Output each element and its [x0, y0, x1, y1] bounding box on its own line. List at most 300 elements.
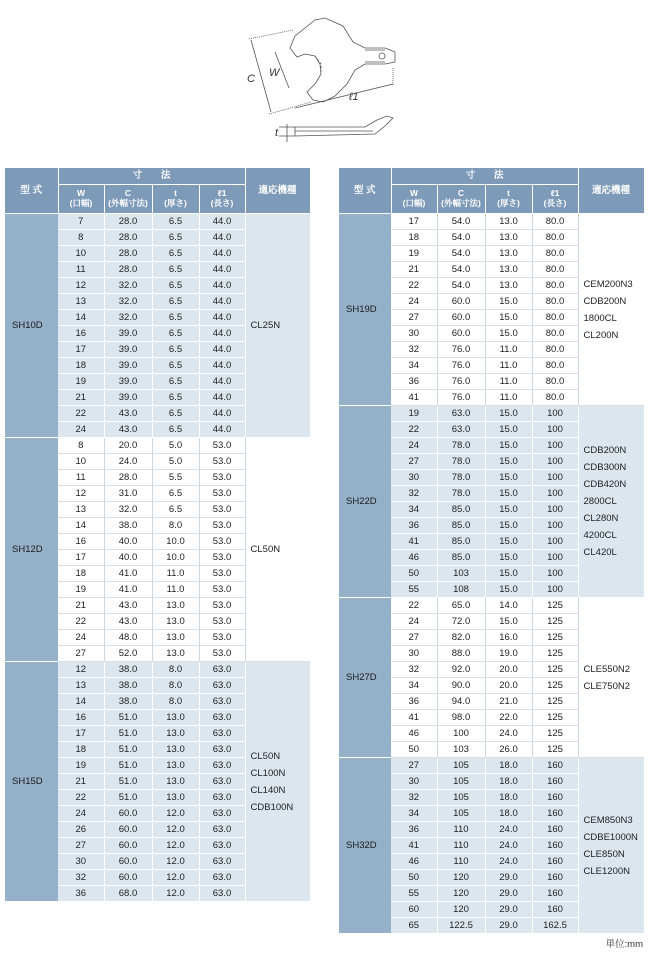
- t-cell: 13.0: [485, 230, 532, 246]
- w-cell: 34: [391, 806, 437, 822]
- t-cell: 15.0: [485, 502, 532, 518]
- w-cell: 24: [58, 422, 104, 438]
- c-cell: 60.0: [437, 310, 485, 326]
- machine-name: CDB300N: [583, 462, 627, 473]
- l1-cell: 53.0: [199, 502, 245, 518]
- t-cell: 15.0: [485, 566, 532, 582]
- w-cell: 18: [58, 358, 104, 374]
- c-cell: 39.0: [104, 358, 152, 374]
- w-cell: 19: [58, 582, 104, 598]
- t-cell: 5.0: [152, 454, 199, 470]
- c-cell: 40.0: [104, 550, 152, 566]
- c-cell: 40.0: [104, 534, 152, 550]
- c-cell: 72.0: [437, 614, 485, 630]
- w-cell: 12: [58, 278, 104, 294]
- l1-cell: 160: [532, 870, 578, 886]
- l1-cell: 100: [532, 438, 578, 454]
- c-cell: 52.0: [104, 646, 152, 662]
- machine-name: 2800CL: [583, 496, 617, 507]
- w-cell: 21: [58, 390, 104, 406]
- c-cell: 98.0: [437, 710, 485, 726]
- w-cell: 7: [58, 214, 104, 230]
- c-cell: 85.0: [437, 534, 485, 550]
- l1-cell: 160: [532, 902, 578, 918]
- t-cell: 15.0: [485, 518, 532, 534]
- l1-cell: 100: [532, 550, 578, 566]
- label-l1: ℓ1: [349, 91, 359, 103]
- l1-cell: 53.0: [199, 454, 245, 470]
- w-cell: 27: [58, 838, 104, 854]
- c-cell: 39.0: [104, 326, 152, 342]
- c-cell: 28.0: [104, 246, 152, 262]
- t-cell: 12.0: [152, 806, 199, 822]
- w-cell: 17: [391, 214, 437, 230]
- w-cell: 32: [391, 790, 437, 806]
- l1-cell: 63.0: [199, 806, 245, 822]
- l1-cell: 80.0: [532, 374, 578, 390]
- w-cell: 36: [391, 374, 437, 390]
- c-cell: 120: [437, 902, 485, 918]
- c-cell: 60.0: [104, 806, 152, 822]
- t-cell: 15.0: [485, 326, 532, 342]
- machine-name: CLE1200N: [583, 865, 630, 877]
- l1-cell: 63.0: [199, 838, 245, 854]
- w-cell: 32: [58, 870, 104, 886]
- c-cell: 120: [437, 886, 485, 902]
- machine-name: CLE750N2: [583, 680, 630, 692]
- w-cell: 21: [58, 598, 104, 614]
- t-cell: 8.0: [152, 518, 199, 534]
- c-cell: 32.0: [104, 502, 152, 518]
- t-cell: 6.5: [152, 374, 199, 390]
- c-cell: 85.0: [437, 502, 485, 518]
- t-cell: 29.0: [485, 902, 532, 918]
- t-cell: 6.5: [152, 294, 199, 310]
- machine-name: CL50N: [250, 544, 281, 555]
- w-cell: 27: [391, 310, 437, 326]
- c-cell: 90.0: [437, 678, 485, 694]
- t-cell: 13.0: [152, 630, 199, 646]
- machine-name: CLE550N2: [583, 663, 630, 675]
- w-cell: 14: [58, 694, 104, 710]
- w-cell: 34: [391, 678, 437, 694]
- w-cell: 10: [58, 454, 104, 470]
- l1-cell: 44.0: [199, 374, 245, 390]
- w-cell: 19: [391, 246, 437, 262]
- c-cell: 54.0: [437, 278, 485, 294]
- t-cell: 6.5: [152, 406, 199, 422]
- t-cell: 18.0: [485, 774, 532, 790]
- c-cell: 110: [437, 822, 485, 838]
- w-cell: 36: [58, 886, 104, 902]
- c-cell: 105: [437, 758, 485, 774]
- machine-name: CDB100N: [250, 801, 294, 813]
- w-cell: 55: [391, 582, 437, 598]
- l1-cell: 53.0: [199, 438, 245, 454]
- c-cell: 39.0: [104, 374, 152, 390]
- l1-cell: 100: [532, 582, 578, 598]
- w-cell: 24: [391, 614, 437, 630]
- l1-cell: 100: [532, 406, 578, 422]
- table-row: [339, 214, 644, 230]
- c-cell: 24.0: [104, 454, 152, 470]
- machine-name: CL100N: [250, 767, 286, 779]
- c-cell: 38.0: [104, 518, 152, 534]
- l1-cell: 63.0: [199, 726, 245, 742]
- table-row: [5, 214, 310, 230]
- t-cell: 12.0: [152, 838, 199, 854]
- t-cell: 13.0: [485, 246, 532, 262]
- model-cell: SH22D: [339, 406, 391, 598]
- w-cell: 32: [391, 342, 437, 358]
- spec-table-left: [5, 168, 311, 902]
- l1-cell: 125: [532, 742, 578, 758]
- w-cell: 41: [391, 534, 437, 550]
- l1-cell: 100: [532, 422, 578, 438]
- l1-cell: 44.0: [199, 406, 245, 422]
- l1-cell: 100: [532, 518, 578, 534]
- header-c: C (外幅寸法): [437, 185, 485, 214]
- l1-cell: 44.0: [199, 230, 245, 246]
- w-cell: 18: [58, 742, 104, 758]
- l1-cell: 100: [532, 566, 578, 582]
- label-c: C: [247, 73, 255, 85]
- l1-cell: 125: [532, 614, 578, 630]
- machines-cell: [245, 214, 310, 438]
- t-cell: 14.0: [485, 598, 532, 614]
- c-cell: 94.0: [437, 694, 485, 710]
- table-body-right: [339, 214, 644, 934]
- l1-cell: 100: [532, 502, 578, 518]
- w-cell: 41: [391, 838, 437, 854]
- t-cell: 6.5: [152, 342, 199, 358]
- table-row: [339, 758, 644, 774]
- l1-cell: 44.0: [199, 358, 245, 374]
- w-cell: 30: [58, 854, 104, 870]
- l1-cell: 125: [532, 726, 578, 742]
- c-cell: 51.0: [104, 710, 152, 726]
- c-cell: 54.0: [437, 262, 485, 278]
- l1-cell: 63.0: [199, 870, 245, 886]
- c-cell: 78.0: [437, 486, 485, 502]
- table-row: [5, 662, 310, 678]
- l1-cell: 44.0: [199, 310, 245, 326]
- l1-cell: 80.0: [532, 214, 578, 230]
- t-cell: 12.0: [152, 886, 199, 902]
- w-cell: 22: [391, 598, 437, 614]
- l1-cell: 63.0: [199, 790, 245, 806]
- l1-cell: 63.0: [199, 758, 245, 774]
- w-cell: 13: [58, 294, 104, 310]
- c-cell: 48.0: [104, 630, 152, 646]
- t-cell: 6.5: [152, 230, 199, 246]
- t-cell: 24.0: [485, 822, 532, 838]
- model-cell: SH19D: [339, 214, 391, 406]
- c-cell: 76.0: [437, 374, 485, 390]
- c-cell: 43.0: [104, 406, 152, 422]
- machine-name: CLE850N: [583, 848, 625, 860]
- c-cell: 105: [437, 806, 485, 822]
- machine-name: CL200N: [583, 329, 619, 341]
- t-cell: 16.0: [485, 630, 532, 646]
- t-cell: 6.5: [152, 326, 199, 342]
- c-cell: 32.0: [104, 278, 152, 294]
- l1-cell: 44.0: [199, 390, 245, 406]
- t-cell: 11.0: [485, 390, 532, 406]
- machines-cell: [245, 662, 310, 902]
- w-cell: 24: [391, 294, 437, 310]
- w-cell: 26: [58, 822, 104, 838]
- w-cell: 30: [391, 470, 437, 486]
- t-cell: 13.0: [485, 262, 532, 278]
- c-cell: 110: [437, 854, 485, 870]
- t-cell: 11.0: [152, 566, 199, 582]
- t-cell: 12.0: [152, 854, 199, 870]
- l1-cell: 63.0: [199, 742, 245, 758]
- t-cell: 11.0: [152, 582, 199, 598]
- c-cell: 60.0: [104, 870, 152, 886]
- w-cell: 36: [391, 518, 437, 534]
- l1-cell: 80.0: [532, 310, 578, 326]
- machine-name: CL280N: [583, 513, 619, 524]
- c-cell: 54.0: [437, 246, 485, 262]
- c-cell: 28.0: [104, 262, 152, 278]
- w-cell: 55: [391, 886, 437, 902]
- w-cell: 22: [58, 614, 104, 630]
- c-cell: 51.0: [104, 774, 152, 790]
- c-cell: 51.0: [104, 790, 152, 806]
- w-cell: 46: [391, 550, 437, 566]
- w-cell: 30: [391, 774, 437, 790]
- l1-cell: 100: [532, 534, 578, 550]
- t-cell: 6.5: [152, 358, 199, 374]
- w-cell: 27: [391, 630, 437, 646]
- w-cell: 12: [58, 662, 104, 678]
- header-w: W (口幅): [391, 185, 437, 214]
- c-cell: 54.0: [437, 214, 485, 230]
- machines-cell: [245, 438, 310, 662]
- header-t: t (厚さ): [485, 185, 532, 214]
- machines-cell: [578, 598, 644, 758]
- c-cell: 68.0: [104, 886, 152, 902]
- header-l1: ℓ1 (長さ): [199, 185, 245, 214]
- c-cell: 103: [437, 566, 485, 582]
- c-cell: 38.0: [104, 694, 152, 710]
- l1-cell: 53.0: [199, 614, 245, 630]
- w-cell: 27: [58, 646, 104, 662]
- l1-cell: 53.0: [199, 598, 245, 614]
- t-cell: 6.5: [152, 390, 199, 406]
- w-cell: 41: [391, 710, 437, 726]
- t-cell: 24.0: [485, 854, 532, 870]
- w-cell: 65: [391, 918, 437, 934]
- w-cell: 13: [58, 502, 104, 518]
- table-row: [339, 598, 644, 614]
- l1-cell: 100: [532, 486, 578, 502]
- w-cell: 46: [391, 854, 437, 870]
- c-cell: 100: [437, 726, 485, 742]
- l1-cell: 44.0: [199, 262, 245, 278]
- w-cell: 18: [58, 566, 104, 582]
- c-cell: 110: [437, 838, 485, 854]
- l1-cell: 63.0: [199, 886, 245, 902]
- w-cell: 22: [391, 422, 437, 438]
- w-cell: 21: [391, 262, 437, 278]
- l1-cell: 44.0: [199, 326, 245, 342]
- w-cell: 50: [391, 870, 437, 886]
- l1-cell: 125: [532, 710, 578, 726]
- c-cell: 28.0: [104, 470, 152, 486]
- c-cell: 78.0: [437, 438, 485, 454]
- l1-cell: 53.0: [199, 582, 245, 598]
- machine-name: CDB420N: [583, 479, 627, 490]
- c-cell: 76.0: [437, 342, 485, 358]
- t-cell: 10.0: [152, 550, 199, 566]
- t-cell: 13.0: [152, 726, 199, 742]
- machine-name: 4200CL: [583, 530, 617, 541]
- model-cell: SH32D: [339, 758, 391, 934]
- c-cell: 65.0: [437, 598, 485, 614]
- l1-cell: 162.5: [532, 918, 578, 934]
- l1-cell: 53.0: [199, 470, 245, 486]
- l1-cell: 80.0: [532, 390, 578, 406]
- header-w: W (口幅): [58, 185, 104, 214]
- t-cell: 13.0: [152, 774, 199, 790]
- l1-cell: 63.0: [199, 662, 245, 678]
- unit-note: 単位:mm: [605, 939, 643, 950]
- t-cell: 15.0: [485, 310, 532, 326]
- t-cell: 13.0: [152, 758, 199, 774]
- header-l1: ℓ1 (長さ): [532, 185, 578, 214]
- l1-cell: 80.0: [532, 230, 578, 246]
- c-cell: 39.0: [104, 342, 152, 358]
- c-cell: 76.0: [437, 390, 485, 406]
- l1-cell: 160: [532, 854, 578, 870]
- c-cell: 82.0: [437, 630, 485, 646]
- t-cell: 22.0: [485, 710, 532, 726]
- t-cell: 6.5: [152, 502, 199, 518]
- t-cell: 12.0: [152, 822, 199, 838]
- c-cell: 41.0: [104, 566, 152, 582]
- t-cell: 8.0: [152, 694, 199, 710]
- machine-name: CEM200N3: [583, 278, 633, 290]
- w-cell: 16: [58, 534, 104, 550]
- spanner-head-outline: [290, 18, 395, 102]
- t-cell: 10.0: [152, 534, 199, 550]
- t-cell: 13.0: [152, 598, 199, 614]
- t-cell: 13.0: [152, 646, 199, 662]
- t-cell: 15.0: [485, 470, 532, 486]
- c-cell: 43.0: [104, 598, 152, 614]
- w-cell: 11: [58, 470, 104, 486]
- header-machines: 適応機種: [245, 168, 310, 214]
- t-cell: 15.0: [485, 534, 532, 550]
- l1-cell: 160: [532, 838, 578, 854]
- c-cell: 122.5: [437, 918, 485, 934]
- w-cell: 27: [391, 758, 437, 774]
- l1-cell: 80.0: [532, 246, 578, 262]
- c-cell: 43.0: [104, 614, 152, 630]
- machines-cell: [578, 214, 644, 406]
- header-t: t (厚さ): [152, 185, 199, 214]
- c-cell: 60.0: [104, 822, 152, 838]
- t-cell: 6.5: [152, 422, 199, 438]
- w-cell: 32: [391, 486, 437, 502]
- l1-cell: 53.0: [199, 534, 245, 550]
- c-cell: 88.0: [437, 646, 485, 662]
- c-cell: 38.0: [104, 678, 152, 694]
- c-cell: 60.0: [437, 294, 485, 310]
- l1-cell: 100: [532, 454, 578, 470]
- l1-cell: 63.0: [199, 822, 245, 838]
- c-cell: 51.0: [104, 758, 152, 774]
- l1-cell: 80.0: [532, 278, 578, 294]
- l1-cell: 53.0: [199, 566, 245, 582]
- w-cell: 17: [58, 726, 104, 742]
- c-cell: 38.0: [104, 662, 152, 678]
- l1-cell: 53.0: [199, 630, 245, 646]
- l1-cell: 63.0: [199, 854, 245, 870]
- c-cell: 32.0: [104, 310, 152, 326]
- w-cell: 34: [391, 358, 437, 374]
- l1-cell: 125: [532, 662, 578, 678]
- l1-cell: 160: [532, 758, 578, 774]
- side-view: [295, 116, 393, 136]
- w-cell: 16: [58, 326, 104, 342]
- l1-cell: 160: [532, 790, 578, 806]
- c-cell: 120: [437, 870, 485, 886]
- c-cell: 78.0: [437, 470, 485, 486]
- w-cell: 17: [58, 550, 104, 566]
- w-cell: 24: [58, 630, 104, 646]
- c-cell: 28.0: [104, 214, 152, 230]
- t-cell: 18.0: [485, 790, 532, 806]
- w-cell: 41: [391, 390, 437, 406]
- l1-cell: 160: [532, 822, 578, 838]
- model-cell: SH10D: [5, 214, 58, 438]
- l1-cell: 160: [532, 886, 578, 902]
- w-cell: 32: [391, 662, 437, 678]
- t-cell: 15.0: [485, 582, 532, 598]
- t-cell: 15.0: [485, 486, 532, 502]
- t-cell: 15.0: [485, 550, 532, 566]
- c-cell: 31.0: [104, 486, 152, 502]
- header-model: 型 式: [5, 168, 58, 214]
- w-cell: 50: [391, 566, 437, 582]
- l1-cell: 44.0: [199, 278, 245, 294]
- w-cell: 11: [58, 262, 104, 278]
- l1-cell: 63.0: [199, 774, 245, 790]
- t-cell: 13.0: [485, 278, 532, 294]
- w-cell: 22: [58, 790, 104, 806]
- t-cell: 20.0: [485, 678, 532, 694]
- w-cell: 10: [58, 246, 104, 262]
- t-cell: 11.0: [485, 374, 532, 390]
- c-cell: 60.0: [437, 326, 485, 342]
- w-cell: 13: [58, 678, 104, 694]
- w-cell: 17: [58, 342, 104, 358]
- l1-cell: 80.0: [532, 262, 578, 278]
- w-cell: 50: [391, 742, 437, 758]
- machine-name: CDB200N: [583, 295, 627, 307]
- c-cell: 41.0: [104, 582, 152, 598]
- header-c: C (外幅寸法): [104, 185, 152, 214]
- machines-cell: [578, 406, 644, 598]
- w-cell: 22: [391, 278, 437, 294]
- l1-cell: 80.0: [532, 294, 578, 310]
- w-cell: 24: [391, 438, 437, 454]
- t-cell: 6.5: [152, 262, 199, 278]
